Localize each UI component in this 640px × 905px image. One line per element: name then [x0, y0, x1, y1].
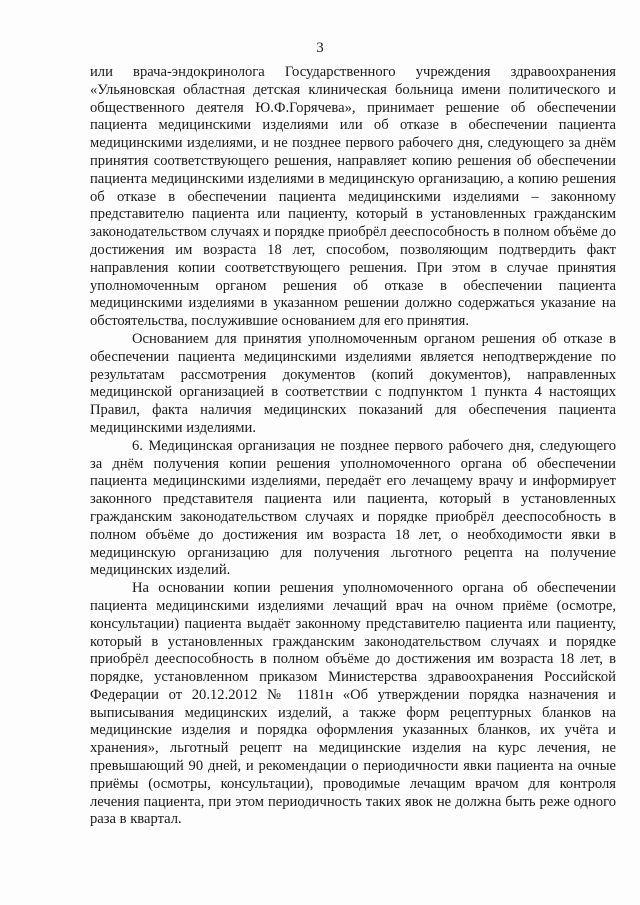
paragraph-1: или врача-эндокринолога Государственного учреждения здравоохранения «Ульяновская областная детская клиническая больница имени политического и общественного деятеля Ю.Ф.Горячева», принимает решение об обеспечении пациента медицинскими изделиями или об отказе в обеспечении пациента медицинскими изделиями, и не позднее первого рабочего дня, следующего за днём принятия соответствующего решения, направляет копию решения об обеспечении пациента медицинскими изделиями в медицинскую организацию, а копию решения об отказе в обеспечении пациента медицинскими изделиями – законному представителю пациента или пациенту, который в установленных гражданским законодательством случаях и порядке приобрёл дееспособность в полном объёме до достижения им возраста 18 лет, способом, позволяющим подтвердить факт направления копии соответствующего решения. При этом в случае принятия уполномоченным органом решения об отказе в обеспечении пациента медицинскими изделиями в указанном решении должно содержаться указание на обстоятельства, послужившие основанием для его принятия. [90, 64, 616, 330]
paragraph-2: Основанием для принятия уполномоченным органом решения об отказе в обеспечении пациента медицинскими изделиями является неподтверждение по результатам рассмотрения документов (копий документов), направленных медицинской организацией в соответствии с подпунктом 1 пункта 4 настоящих Правил, факта наличия медицинских показаний для обеспечения пациента медицинскими изделиями. [90, 330, 616, 436]
paragraph-3-item-6: 6. Медицинская организация не позднее первого рабочего дня, следующего за днём получения копии решения уполномоченного органа об обеспечении пациента медицинскими изделиями, передаёт его лечащему врачу и информирует законного представителя пациента или пациента, который в установленных гражданским законодательством случаях и порядке приобрёл дееспособность в полном объёме до достижения им возраста 18 лет, о необходимости явки в медицинскую организацию для получения льготного рецепта на получение медицинских изделий. [90, 437, 616, 579]
page-number: 3 [316, 40, 324, 56]
paragraph-4: На основании копии решения уполномоченного органа об обеспечении пациента медицинскими изделиями лечащий врач на очном приёме (осмотре, консультации) пациента выдаёт законному представителю пациента или пациенту, который в установленных гражданским законодательством случаях и порядке приобрёл дееспособность в полном объёме до достижения им возраста 18 лет, в порядке, установленном приказом Министерства здравоохранения Российской Федерации от 20.12.2012 № 1181н «Об утверждении порядка назначения и выписывания медицинских изделий, а также форм рецептурных бланков на медицинские изделия и порядка оформления указанных бланков, их учёта и хранения», льготный рецепт на медицинские изделия на курс лечения, не превышающий 90 дней, и рекомендации о периодичности явки пациента на очные приёмы (осмотры, консультации), проводимые лечащим врачом для контроля лечения пациента, при этом периодичность таких явок не должна быть реже одного раза в квартал. [90, 580, 616, 828]
body-text [90, 64, 616, 829]
